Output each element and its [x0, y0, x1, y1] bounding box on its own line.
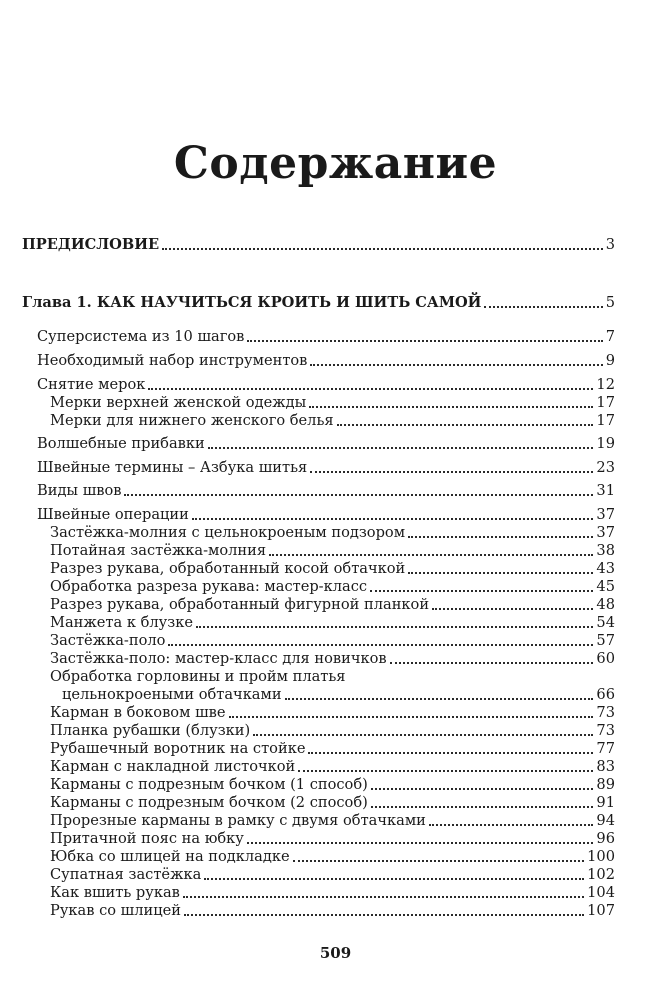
toc-entry[interactable] [50, 524, 615, 542]
leader-dots [298, 770, 593, 772]
leader-dots [162, 248, 603, 250]
toc-entry[interactable] [50, 632, 615, 650]
toc-entry-page: 12 [596, 376, 615, 393]
toc-entry-page: 94 [596, 812, 615, 829]
toc-entry-page: 104 [587, 884, 615, 901]
toc-entry-page: 73 [596, 704, 615, 721]
toc-entry-page: 83 [596, 758, 615, 775]
leader-dots [168, 644, 593, 646]
toc-entry[interactable] [50, 812, 615, 830]
toc-entry-page: 66 [596, 686, 615, 703]
toc-entry[interactable] [50, 830, 615, 848]
leader-dots [183, 896, 584, 898]
toc-entry-page: 77 [596, 740, 615, 757]
leader-dots [247, 340, 602, 342]
toc-entry-page: 100 [587, 848, 615, 865]
leader-dots [208, 447, 594, 449]
leader-dots [293, 860, 585, 862]
toc-entry-page: 45 [596, 578, 615, 595]
toc-entry-preface[interactable] [22, 236, 615, 254]
toc-entry-label: Мерки верхней женской одежды [50, 394, 307, 411]
toc-entry-label: Притачной пояс на юбку [50, 830, 244, 847]
toc-entry-label: Прорезные карманы в рамку с двумя обтачками [50, 812, 426, 829]
toc-entry-label: Глава 1. КАК НАУЧИТЬСЯ КРОИТЬ И ШИТЬ САМОЙ [22, 294, 482, 311]
toc-entry-label: Карман с накладной листочкой [50, 758, 296, 775]
toc-entry[interactable] [50, 722, 615, 740]
toc-entry[interactable] [50, 412, 615, 430]
leader-dots [310, 471, 593, 473]
toc-entry[interactable] [50, 758, 615, 776]
leader-dots [253, 734, 593, 736]
toc-entry-label: Карманы с подрезным бочком (2 способ) [50, 794, 368, 811]
toc-entry-page: 3 [605, 236, 615, 253]
toc-entry-label: ПРЕДИСЛОВИЕ [22, 236, 160, 253]
leader-dots [390, 662, 594, 664]
toc-entry-label: Необходимый набор инструментов [37, 352, 308, 369]
toc-entry[interactable] [50, 614, 615, 632]
leader-dots [124, 494, 593, 496]
toc-entry-label-line1: Обработка горловины и пройм платья [50, 668, 346, 685]
toc-entry-label: Виды швов [37, 482, 122, 499]
leader-dots [308, 752, 593, 754]
toc-entry[interactable] [50, 542, 615, 560]
leader-dots [371, 806, 594, 808]
toc-entry-label: Обработка разреза рукава: мастер-класс [50, 578, 368, 595]
leader-dots [429, 824, 594, 826]
leader-dots [285, 698, 594, 700]
toc-entry-page: 43 [596, 560, 615, 577]
toc-entry[interactable] [50, 596, 615, 614]
leader-dots [310, 364, 602, 366]
toc-entry[interactable] [50, 866, 615, 884]
toc-entry[interactable] [37, 435, 615, 453]
toc-entry-page: 102 [587, 866, 615, 883]
toc-entry-page: 60 [596, 650, 615, 667]
toc-entry-label: Волшебные прибавки [37, 435, 205, 452]
toc-entry[interactable] [37, 482, 615, 500]
toc-entry-page: 96 [596, 830, 615, 847]
toc-entry[interactable] [50, 704, 615, 722]
leader-dots [432, 608, 593, 610]
leader-dots [192, 518, 594, 520]
toc-entry-page: 19 [596, 435, 615, 452]
toc-entry[interactable] [50, 884, 615, 902]
leader-dots [484, 306, 602, 308]
toc-entry-label: Застёжка-поло: мастер-класс для новичков [50, 650, 387, 667]
toc-entry-label: Снятие мерок [37, 376, 146, 393]
toc-entry-label: Разрез рукава, обработанный фигурной планкой [50, 596, 430, 613]
toc-entry-page: 107 [587, 902, 615, 919]
leader-dots [247, 842, 594, 844]
toc-entry-label: Мерки для нижнего женского белья [50, 412, 334, 429]
toc-entry[interactable] [50, 560, 615, 578]
leader-dots [370, 590, 593, 592]
toc-entry[interactable] [50, 776, 615, 794]
toc-entry-page: 57 [596, 632, 615, 649]
leader-dots [408, 536, 593, 538]
toc-entry-page: 37 [596, 506, 615, 523]
leader-dots [408, 572, 593, 574]
toc-entry-label: Разрез рукава, обработанный косой обтачкой [50, 560, 406, 577]
toc-entry-label: Карманы с подрезным бочком (1 способ) [50, 776, 368, 793]
page-title: Содержание [173, 138, 498, 189]
toc-entry-page: 73 [596, 722, 615, 739]
toc-entry-page: 38 [596, 542, 615, 559]
toc-entry[interactable] [37, 376, 615, 394]
toc-entry[interactable] [50, 578, 615, 596]
leader-dots [229, 716, 594, 718]
toc-entry-page: 37 [596, 524, 615, 541]
toc-entry[interactable] [37, 328, 615, 346]
toc-entry[interactable] [37, 352, 615, 370]
toc-entry[interactable] [37, 506, 615, 524]
toc-entry-label: Как вшить рукав [50, 884, 180, 901]
toc-entry-page: 17 [596, 394, 615, 411]
toc-entry[interactable] [50, 740, 615, 758]
toc-entry-page: 54 [596, 614, 615, 631]
toc-entry-label: Планка рубашки (блузки) [50, 722, 251, 739]
toc-entry[interactable] [50, 650, 615, 668]
toc-entry-label: Юбка со шлицей на подкладке [50, 848, 290, 865]
leader-dots [371, 788, 594, 790]
leader-dots [196, 626, 593, 628]
toc-entry[interactable] [50, 848, 615, 866]
toc-entry[interactable] [62, 686, 615, 704]
toc-entry-page: 9 [605, 352, 615, 369]
toc-entry-label: Рукав со шлицей [50, 902, 181, 919]
toc-entry-label: Манжета к блузке [50, 614, 193, 631]
toc-entry-label: Швейные термины – Азбука шитья [37, 459, 308, 476]
toc-entry-label: Потайная застёжка-молния [50, 542, 267, 559]
toc-entry-page: 17 [596, 412, 615, 429]
toc-entry-label: Застёжка-поло [50, 632, 166, 649]
toc-entry[interactable] [50, 902, 615, 920]
toc-entry-label: Швейные операции [37, 506, 189, 523]
toc-entry-label: Супатная застёжка [50, 866, 202, 883]
leader-dots [269, 554, 593, 556]
toc-entry-label: Застёжка-молния с цельнокроеным подзором [50, 524, 406, 541]
leader-dots [184, 914, 584, 916]
toc-entry-label: цельнокроеными обтачками [62, 686, 282, 703]
toc-entry-label: Суперсистема из 10 шагов [37, 328, 245, 345]
leader-dots [148, 388, 593, 390]
toc-entry[interactable] [50, 794, 615, 812]
toc-entry-page: 89 [596, 776, 615, 793]
toc-entry[interactable] [50, 394, 615, 412]
leader-dots [204, 878, 584, 880]
leader-dots [337, 424, 594, 426]
toc-entry-page: 5 [605, 294, 615, 311]
toc-entry-page: 48 [596, 596, 615, 613]
leader-dots [309, 406, 593, 408]
toc-entry-page: 31 [596, 482, 615, 499]
toc-entry-chapter-1[interactable] [22, 294, 615, 312]
toc-entry-page: 7 [605, 328, 615, 345]
toc-entry[interactable] [37, 459, 615, 477]
page-number: 509 [319, 944, 352, 962]
toc-entry-label: Карман в боковом шве [50, 704, 226, 721]
toc-entry-label: Рубашечный воротник на стойке [50, 740, 306, 757]
toc-entry-page: 91 [596, 794, 615, 811]
toc-entry-page: 23 [596, 459, 615, 476]
